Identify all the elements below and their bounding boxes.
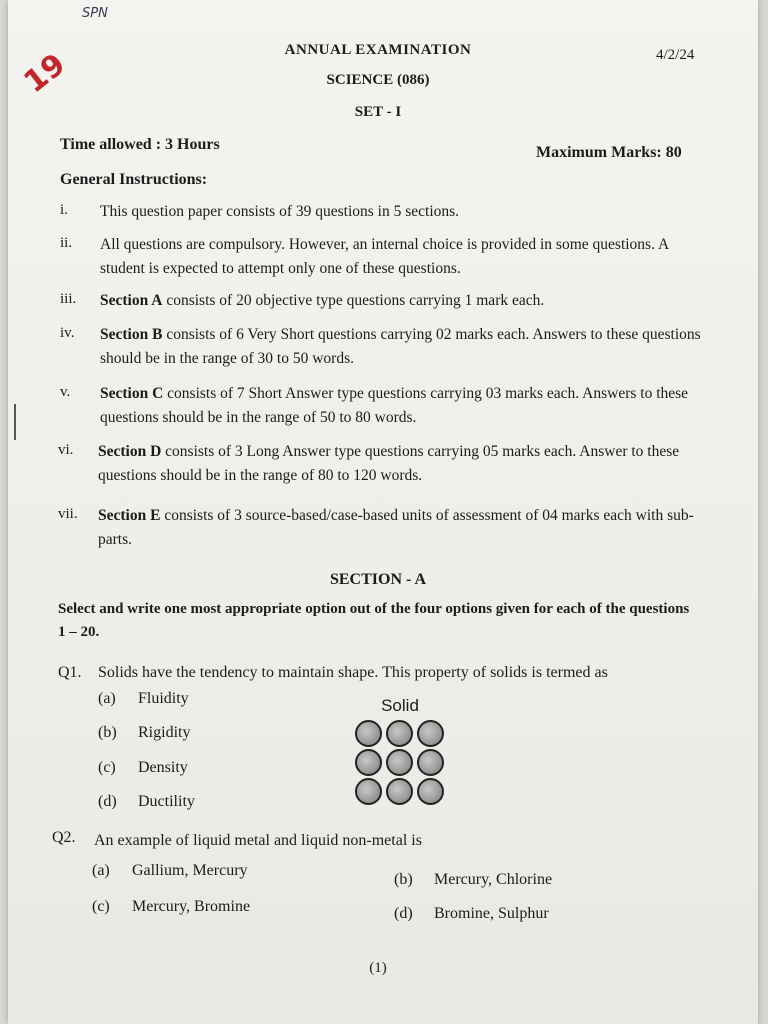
section-a-title: SECTION - A — [329, 571, 427, 588]
option-item: (b) Rigidity — [98, 724, 191, 741]
option-item: (a) Gallium, Mercury — [92, 862, 248, 879]
option-item: (c) Mercury, Bromine — [92, 898, 251, 915]
question-text: An example of liquid metal and liquid non-metal is — [94, 832, 422, 849]
instruction-number: v. — [60, 384, 71, 400]
solid-particles-figure — [350, 696, 450, 805]
question-number: Q2. — [52, 829, 76, 846]
instruction-item: Section A consists of 20 objective type questions carrying 1 mark each. — [100, 292, 545, 309]
option-item: (d) Ductility — [98, 793, 195, 810]
figure-label: Solid — [381, 696, 419, 715]
instruction-number: iii. — [60, 291, 77, 307]
instruction-item: Section D consists of 3 Long Answer type questions carrying 05 marks each. Answer to these questions should be in the range of 80 to 120 words. — [98, 443, 680, 484]
pencil-mark — [14, 404, 16, 440]
option-item: (c) Density — [98, 759, 188, 776]
option-item: (b) Mercury, Chlorine — [394, 871, 553, 888]
question-number: Q1. — [58, 664, 82, 681]
question-text: Solids have the tendency to maintain shape. This property of solids is termed as — [98, 664, 608, 681]
option-item: (a) Fluidity — [98, 690, 189, 707]
instruction-item: This question paper consists of 39 questions in 5 sections. — [100, 203, 460, 220]
exam-subject: SCIENCE (086) — [326, 72, 430, 88]
option-item: (d) Bromine, Sulphur — [394, 905, 549, 922]
particle-icon — [386, 749, 413, 776]
instructions-heading: General Instructions: — [60, 171, 208, 188]
particle-icon — [417, 778, 444, 805]
exam-date: 4/2/24 — [656, 47, 695, 63]
instruction-number: ii. — [60, 235, 73, 251]
instruction-number: vii. — [58, 506, 78, 522]
exam-page — [8, 0, 758, 1024]
particle-icon — [355, 778, 382, 805]
section-a-direction: Select and write one most appropriate option out of the four options given for each of the questions 1 – 20. — [58, 601, 690, 640]
handwritten-score: 19 — [17, 46, 73, 101]
particle-icon — [386, 720, 413, 747]
page-number: (1) — [369, 960, 387, 976]
exam-set: SET - I — [354, 104, 402, 120]
particle-icon — [417, 720, 444, 747]
handwritten-initials: SPN — [82, 6, 108, 21]
particle-icon — [386, 778, 413, 805]
instruction-number: vi. — [58, 442, 74, 458]
particle-icon — [417, 749, 444, 776]
particle-icon — [355, 749, 382, 776]
particle-grid — [350, 720, 450, 805]
particle-icon — [355, 720, 382, 747]
instruction-number: i. — [60, 202, 68, 218]
instruction-item: Section C consists of 7 Short Answer type questions carrying 03 marks each. Answers to these questions should be in the range of 50 to 80 words. — [100, 385, 689, 426]
instruction-item: All questions are compulsory. However, an internal choice is provided in some questions. A student is expected to attempt only one of these questions. — [100, 236, 669, 277]
instruction-item: Section E consists of 3 source-based/case-based units of assessment of 04 marks each with sub-parts. — [98, 507, 694, 548]
time-allowed: Time allowed : 3 Hours — [60, 136, 220, 153]
exam-title: ANNUAL EXAMINATION — [284, 42, 472, 58]
maximum-marks: Maximum Marks: 80 — [536, 144, 682, 161]
instruction-number: iv. — [60, 325, 75, 341]
instruction-item: Section B consists of 6 Very Short questions carrying 02 marks each. Answers to these questions should be in the range of 30 to 50 words. — [100, 326, 701, 367]
